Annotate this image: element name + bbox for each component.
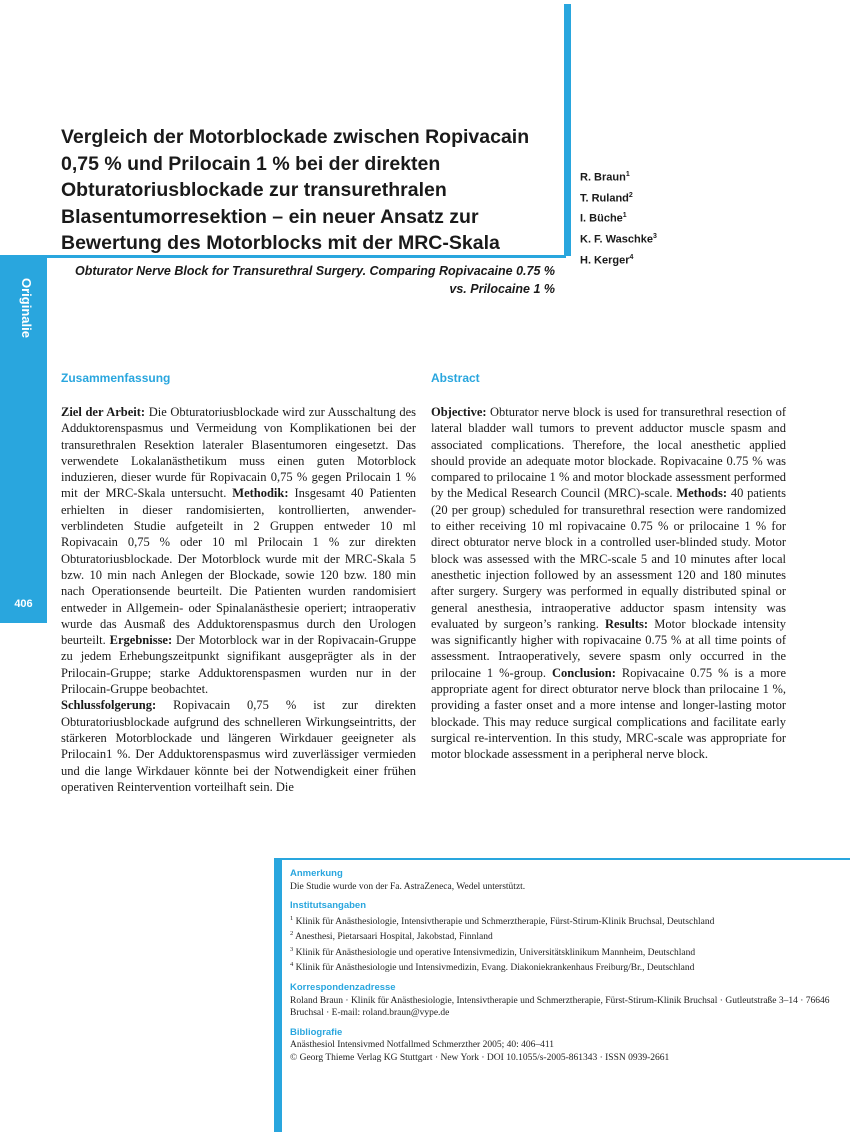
author: T. Ruland$^2$: [580, 191, 633, 205]
anmerkung-heading: Anmerkung: [290, 868, 343, 879]
institute-item: $^4$ Klinik für Anästhesiologie und Intensivmedizin, Evang. Diakoniekrankenhaus Freiburg/Br., Deutschland: [290, 961, 695, 974]
author: K. F. Waschke$^3$: [580, 232, 657, 246]
abstract-body: Objective: Obturator nerve block is used for transurethral resection of lateral bladder wall tumors to prevent adductor muscle spasm and associated complications. Therefore, the local anesthetic applied should provide an adequate motor blockade. Ropivacaine 0.75 % was compared to prilocaine 1 % and motor blockade assessment performed by the Medical Research Council (MRC)-scale. Methods: 40 patients (20 per group) scheduled for transurethral resection were randomized to either receiving 10 ml ropivacaine 0.75 % or prilocaine 1 % for direct obturator nerve block in a controlled user-blinded study. Motor block was assessed with the MRC-scale 5 and 10 minutes after local anesthetic injection followed by an assessment 120 and 180 minutes after surgery. Surgery was performed in equally distributed spinal or general anesthesia, intraoperative adductor spasm intensity was evaluated by surgeon’s ranking. Results: Motor blockade intensity was significantly higher with ropivacaine 0.75 % at all time points of assessment. Intraoperatively, severe spasm only occurred in the prilocaine 1 %-group. Conclusion: Ropivacaine 0.75 % is a more appropriate agent for direct obturator nerve block than prilocaine 1 %, providing a faster onset and a more intense and longer-lasting motor blockade. This may reduce surgical complications and facilitate early surgical re-intervention. In this study, MRC-scale was appropriate for motor blockade assessment in a peripheral nerve block.: [431, 405, 786, 762]
anmerkung-block: [290, 868, 830, 893]
zusammenfassung-body: Ziel der Arbeit: Die Obturatoriusblockade wird zur Ausschaltung des Adduktorenspasmus und Vermeidung von Komplikationen bei der transurethralen Resektion lateraler Blasentumoren eingesetzt. Das verwendete Lokalanästhetikum muss einen guten Motorblock induzieren, dieser wurde für Ropivacain 0,75 % gegen Prilocain 1 % mit der MRC-Skala untersucht. Methodik: Insgesamt 40 Patienten erhielten in dieser randomisierten, kontrollierten, anwender-verblindeten Studie aufgeteilt in 2 Gruppen entweder 10 ml Ropivacain 0,75 % oder 10 ml Prilocain 1 % zur direkten Obturatoriusblockade. Der Motorblock wurde mit der MRC-Skala 5 bzw. 10 min nach Anlegen der Blockade, sowie 120 bzw. 180 min nach Operationsende beurteilt. Die Patienten wurden randomisiert entweder in Allgemein- oder Spinalanästhesie operiert; intraoperativ wurde das Ausmaß des Adduktorenspasmus durch den Urologen beurteilt. Ergebnisse: Der Motorblock war in der Ropivacain-Gruppe zu jedem Erhebungszeitpunkt signifikant ausgeprägter als in der Prilocain-Gruppe; starke Adduktorenspasmen wurden nur in der Prilocain-Gruppe beobachtet. Schlussfolgerung: Ropivacain 0,75 % ist zur direkten Obturatoriusblockade aufgrund des schnelleren Wirkungseintritts, der stärkeren Motorblockade und längeren Wirkdauer geeigneter als Prilocain1 %. Der Adduktorenspasmus wird zuverlässiger vermieden und die lange Wirkdauer könnte bei der Notwendigkeit einer frühen operativen Reintervention vorteilhaft sein. Die: [61, 405, 417, 794]
zusammenfassung-heading: Zusammenfassung: [61, 371, 171, 385]
anmerkung-text: Die Studie wurde von der Fa. AstraZeneca, Wedel unterstützt.: [290, 881, 526, 892]
english-subtitle: Obturator Nerve Block for Transurethral Surgery. Comparing Ropivacaine 0.75 % vs. Prilocaine 1 %: [75, 264, 555, 296]
institute-item: $^2$ Anesthesi, Pietarsaari Hospital, Jakobstad, Finnland: [290, 930, 493, 943]
korrespondenz-heading: Korrespondenzadresse: [290, 982, 396, 994]
article-notes: [290, 868, 830, 1071]
bibliografie-heading: Bibliografie: [290, 1026, 343, 1038]
author-list: [580, 166, 780, 269]
article-title: Vergleich der Motorblockade zwischen Ropivacain 0,75 % und Prilocain 1 % bei der direkten Obturatoriusblockade zur transurethralen Blasentumorresektion – ein neuer Ansatz zur Bewertung des Motorblocks mit der MRC-Skala: [61, 126, 530, 254]
institute-item: $^3$ Klinik für Anästhesiologie und operative Intensivmedizin, Universitätsklinikum Mannheim, Deutschland: [290, 945, 696, 958]
page-number: 406: [14, 598, 33, 610]
bibliografie-citation: Anästhesiol Intensivmed Notfallmed Schmerzther 2005; 40: 406–411: [290, 1040, 555, 1051]
notes-vertical-rule: [274, 858, 282, 1132]
notes-horizontal-rule: [274, 858, 850, 860]
author: I. Büche$^1$: [580, 212, 627, 225]
author: H. Kerger$^4$: [580, 253, 634, 267]
abstract-heading: Abstract: [431, 371, 480, 385]
section-label: Originalie: [19, 278, 34, 338]
institute-item: $^1$ Klinik für Anästhesiologie, Intensivtherapie und Schmerztherapie, Fürst-Stirum-Klinik Bruchsal, Deutschland: [290, 914, 715, 927]
korrespondenz-text: Roland Braun · Klinik für Anästhesiologie, Intensivtherapie und Schmerztherapie, Fürst-Stirum-Klinik Bruchsal · Gutleutstraße 3–14 · 76646 Bruchsal · E-mail: roland.braun@vype.de: [290, 995, 830, 1019]
korrespondenz-block: [290, 982, 830, 1020]
header-vertical-rule: [564, 4, 571, 256]
institut-block: [290, 900, 830, 975]
author: R. Braun$^1$: [580, 171, 630, 184]
institut-heading: Institutsangaben: [290, 900, 367, 911]
bibliografie-block: [290, 1027, 830, 1065]
bibliografie-publisher: © Georg Thieme Verlag KG Stuttgart · New York · DOI 10.1055/s-2005-861343 · ISSN 0939-2661: [290, 1052, 670, 1063]
